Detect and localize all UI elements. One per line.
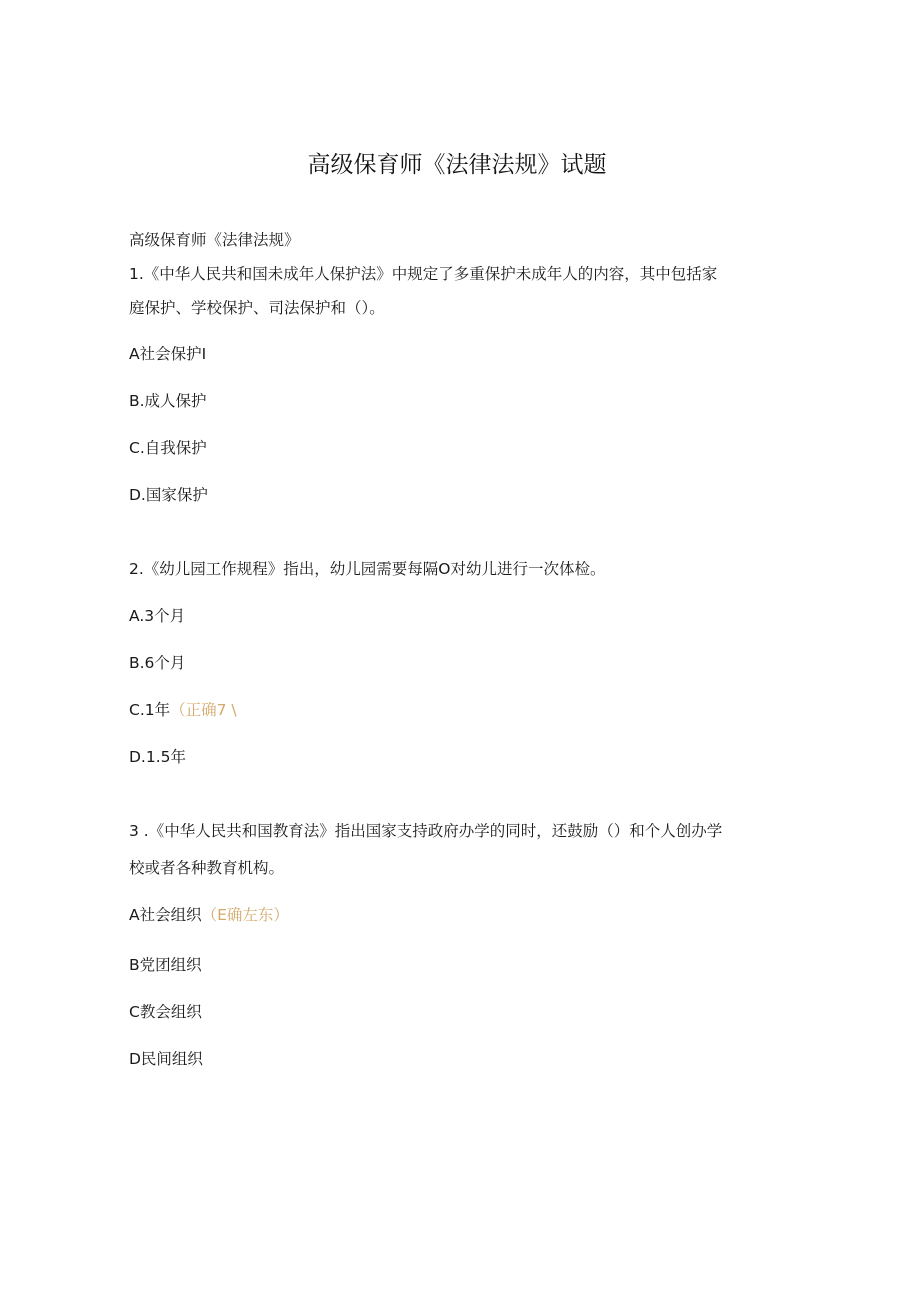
question-1-option-b [129, 390, 207, 412]
option-label: B党团组织 [129, 956, 202, 974]
option-label: D.国家保护 [129, 486, 208, 504]
option-label: D.1.5年 [129, 748, 187, 766]
question-3-option-a [129, 904, 289, 926]
option-label: C.1年 [129, 701, 171, 719]
question-2-stem-line-1: 2.《幼儿园工作规程》指出，幼儿园需要每隔O对幼儿进行一次体检。 [129, 560, 606, 578]
question-2-option-c [129, 699, 237, 721]
question-3-option-c [129, 1001, 202, 1023]
question-3-option-d [129, 1048, 203, 1070]
question-3-stem-line-1: 3 .《中华人民共和国教育法》指出国家支持政府办学的同时，还鼓励（）和个人创办学 [129, 822, 723, 840]
document-title: 高级保育师《法律法规》试题 [307, 152, 607, 178]
option-label: A社会组织 [129, 906, 202, 924]
option-label: B.6个月 [129, 654, 186, 672]
option-label: A社会保护I [129, 345, 207, 363]
option-label: D民间组织 [129, 1050, 203, 1068]
question-2-option-b [129, 652, 185, 674]
question-1-option-d [129, 484, 208, 506]
question-3-option-b [129, 954, 202, 976]
question-1-option-a [129, 343, 206, 365]
option-label: A.3个月 [129, 607, 186, 625]
question-1-stem-line-2: 庭保护、学校保护、司法保护和（）。 [129, 299, 385, 317]
question-1-option-c [129, 437, 207, 459]
option-label: B.成人保护 [129, 392, 207, 410]
answer-note: （E确左东） [201, 906, 289, 924]
question-1-stem-line-1: 1.《中华人民共和国未成年人保护法》中规定了多重保护未成年人的内容，其中包括家 [129, 265, 718, 283]
answer-note: （正确7 \ [170, 701, 237, 719]
question-2-option-d [129, 746, 186, 768]
question-3-stem-line-2: 校或者各种教育机构。 [129, 859, 285, 877]
option-label: C教会组织 [129, 1003, 202, 1021]
option-label: C.自我保护 [129, 439, 207, 457]
question-2-option-a [129, 605, 185, 627]
document-subtitle: 高级保育师《法律法规》 [129, 231, 300, 249]
